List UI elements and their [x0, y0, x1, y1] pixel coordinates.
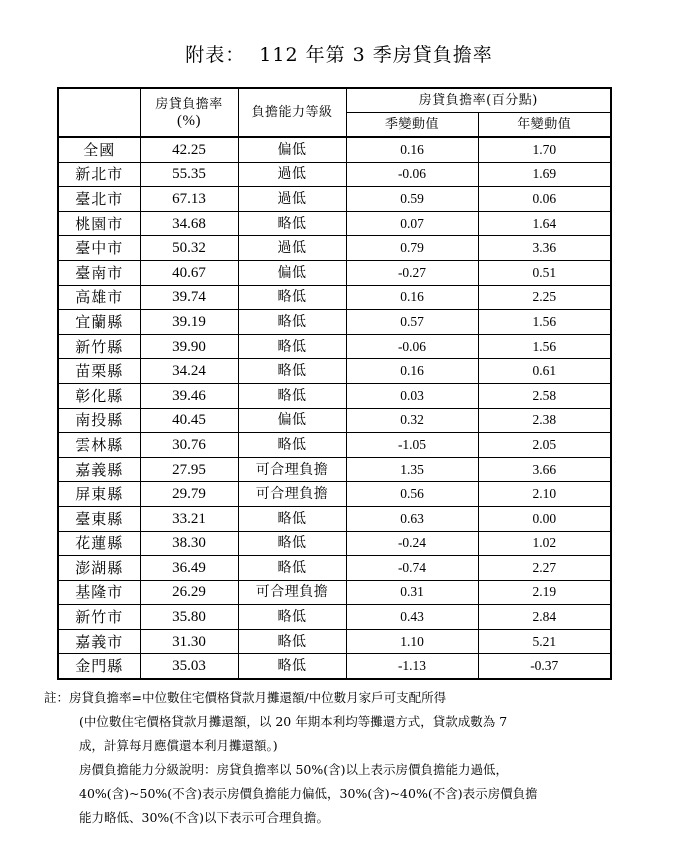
cell-qoq: 0.63	[346, 506, 478, 531]
table-row	[58, 556, 611, 581]
cell-region: 新竹市	[58, 605, 140, 630]
cell-qoq: 0.79	[346, 236, 478, 261]
table-row	[58, 629, 611, 654]
header-ratio-line2: (%)	[177, 112, 201, 129]
cell-qoq: 0.07	[346, 211, 478, 236]
cell-level: 略低	[238, 383, 346, 408]
cell-region: 苗栗縣	[58, 359, 140, 384]
cell-level: 偏低	[238, 260, 346, 285]
cell-region: 桃園市	[58, 211, 140, 236]
cell-ratio: 27.95	[140, 457, 238, 482]
table-row	[58, 236, 611, 261]
cell-level: 略低	[238, 531, 346, 556]
cell-ratio: 29.79	[140, 482, 238, 507]
cell-qoq: -1.05	[346, 433, 478, 458]
cell-region: 臺東縣	[58, 506, 140, 531]
note-line-3: 成，計算每月應償還本利月攤還額。)	[79, 738, 278, 753]
cell-yoy: 2.10	[478, 482, 611, 507]
cell-ratio: 40.67	[140, 260, 238, 285]
table-row	[58, 506, 611, 531]
cell-yoy: 1.02	[478, 531, 611, 556]
header-change-group: 房貸負擔率(百分點)	[346, 88, 611, 113]
cell-ratio: 39.19	[140, 310, 238, 335]
table-row	[58, 433, 611, 458]
cell-qoq: 0.43	[346, 605, 478, 630]
cell-yoy: 1.56	[478, 310, 611, 335]
cell-region: 基隆市	[58, 580, 140, 605]
cell-region: 嘉義市	[58, 629, 140, 654]
table-body	[58, 137, 611, 679]
cell-ratio: 55.35	[140, 162, 238, 187]
cell-qoq: 1.35	[346, 457, 478, 482]
header-ratio-line1: 房貸負擔率	[155, 96, 223, 112]
table-row	[58, 408, 611, 433]
cell-region: 南投縣	[58, 408, 140, 433]
cell-qoq: -0.74	[346, 556, 478, 581]
cell-yoy: 5.21	[478, 629, 611, 654]
cell-ratio: 35.80	[140, 605, 238, 630]
table-row	[58, 457, 611, 482]
cell-level: 過低	[238, 187, 346, 212]
cell-yoy: 2.25	[478, 285, 611, 310]
cell-ratio: 26.29	[140, 580, 238, 605]
cell-region: 臺中市	[58, 236, 140, 261]
cell-qoq: 0.32	[346, 408, 478, 433]
cell-ratio: 67.13	[140, 187, 238, 212]
header-yoy: 年變動值	[478, 113, 611, 138]
cell-ratio: 34.68	[140, 211, 238, 236]
cell-yoy: 2.58	[478, 383, 611, 408]
cell-yoy: -0.37	[478, 654, 611, 679]
cell-yoy: 1.70	[478, 137, 611, 162]
header-level: 負擔能力等級	[238, 88, 346, 137]
cell-yoy: 1.69	[478, 162, 611, 187]
cell-ratio: 40.45	[140, 408, 238, 433]
table-row	[58, 359, 611, 384]
cell-ratio: 39.46	[140, 383, 238, 408]
note-line-2: (中位數住宅價格貸款月攤還額，以 20 年期本利均等攤還方式，貸款成數為 7	[79, 714, 508, 729]
cell-level: 略低	[238, 285, 346, 310]
cell-qoq: -0.06	[346, 162, 478, 187]
cell-ratio: 33.21	[140, 506, 238, 531]
cell-region: 高雄市	[58, 285, 140, 310]
table-row	[58, 137, 611, 162]
cell-region: 臺北市	[58, 187, 140, 212]
cell-yoy: 0.00	[478, 506, 611, 531]
cell-level: 略低	[238, 310, 346, 335]
note-line-1: 註：房貸負擔率=中位數住宅價格貸款月攤還額/中位數月家戶可支配所得	[44, 690, 447, 705]
cell-level: 略低	[238, 605, 346, 630]
cell-qoq: 0.31	[346, 580, 478, 605]
cell-qoq: -0.27	[346, 260, 478, 285]
header-qoq: 季變動值	[346, 113, 478, 138]
cell-qoq: -1.13	[346, 654, 478, 679]
cell-ratio: 30.76	[140, 433, 238, 458]
footnotes	[44, 686, 644, 830]
cell-level: 略低	[238, 654, 346, 679]
cell-region: 花蓮縣	[58, 531, 140, 556]
table-row	[58, 654, 611, 679]
cell-ratio: 42.25	[140, 137, 238, 162]
cell-yoy: 2.19	[478, 580, 611, 605]
cell-region: 雲林縣	[58, 433, 140, 458]
cell-yoy: 0.06	[478, 187, 611, 212]
cell-level: 偏低	[238, 137, 346, 162]
cell-yoy: 2.27	[478, 556, 611, 581]
cell-level: 過低	[238, 236, 346, 261]
note-line-6: 能力略低、30%(不含)以下表示可合理負擔。	[79, 810, 330, 825]
cell-region: 金門縣	[58, 654, 140, 679]
cell-ratio: 35.03	[140, 654, 238, 679]
table-row	[58, 310, 611, 335]
cell-level: 可合理負擔	[238, 580, 346, 605]
cell-level: 可合理負擔	[238, 457, 346, 482]
cell-level: 略低	[238, 629, 346, 654]
cell-yoy: 1.64	[478, 211, 611, 236]
cell-yoy: 0.61	[478, 359, 611, 384]
cell-qoq: 0.16	[346, 285, 478, 310]
table-row	[58, 260, 611, 285]
cell-qoq: 1.10	[346, 629, 478, 654]
cell-ratio: 31.30	[140, 629, 238, 654]
cell-yoy: 1.56	[478, 334, 611, 359]
cell-qoq: 0.03	[346, 383, 478, 408]
table-row	[58, 531, 611, 556]
table-row	[58, 162, 611, 187]
cell-region: 嘉義縣	[58, 457, 140, 482]
table-row	[58, 605, 611, 630]
cell-region: 新竹縣	[58, 334, 140, 359]
cell-level: 略低	[238, 433, 346, 458]
cell-yoy: 2.38	[478, 408, 611, 433]
table-row	[58, 580, 611, 605]
cell-region: 屏東縣	[58, 482, 140, 507]
header-ratio	[140, 88, 238, 137]
table-row	[58, 334, 611, 359]
cell-yoy: 2.84	[478, 605, 611, 630]
cell-region: 臺南市	[58, 260, 140, 285]
cell-region: 全國	[58, 137, 140, 162]
cell-qoq: 0.16	[346, 359, 478, 384]
cell-level: 略低	[238, 556, 346, 581]
cell-region: 宜蘭縣	[58, 310, 140, 335]
cell-level: 略低	[238, 506, 346, 531]
table-row	[58, 383, 611, 408]
note-line-5: 40%(含)~50%(不含)表示房價負擔能力偏低，30%(含)~40%(不含)表示房價負擔	[79, 786, 538, 801]
page-title: 附表： 112 年第 3 季房貸負擔率	[185, 44, 493, 66]
cell-level: 可合理負擔	[238, 482, 346, 507]
table-row	[58, 482, 611, 507]
cell-qoq: -0.24	[346, 531, 478, 556]
cell-qoq: 0.16	[346, 137, 478, 162]
cell-level: 略低	[238, 334, 346, 359]
cell-ratio: 36.49	[140, 556, 238, 581]
cell-region: 彰化縣	[58, 383, 140, 408]
cell-region: 新北市	[58, 162, 140, 187]
cell-yoy: 0.51	[478, 260, 611, 285]
cell-ratio: 38.30	[140, 531, 238, 556]
cell-region: 澎湖縣	[58, 556, 140, 581]
table-row	[58, 187, 611, 212]
cell-qoq: -0.06	[346, 334, 478, 359]
cell-level: 略低	[238, 359, 346, 384]
cell-ratio: 39.74	[140, 285, 238, 310]
cell-yoy: 3.66	[478, 457, 611, 482]
cell-level: 偏低	[238, 408, 346, 433]
cell-yoy: 2.05	[478, 433, 611, 458]
cell-ratio: 34.24	[140, 359, 238, 384]
cell-yoy: 3.36	[478, 236, 611, 261]
header-region	[58, 88, 140, 137]
cell-qoq: 0.56	[346, 482, 478, 507]
cell-qoq: 0.59	[346, 187, 478, 212]
cell-level: 過低	[238, 162, 346, 187]
table-row	[58, 285, 611, 310]
cell-ratio: 50.32	[140, 236, 238, 261]
cell-qoq: 0.57	[346, 310, 478, 335]
table-row	[58, 211, 611, 236]
cell-ratio: 39.90	[140, 334, 238, 359]
note-line-4: 房價負擔能力分級說明：房貸負擔率以 50%(含)以上表示房價負擔能力過低，	[79, 762, 509, 777]
cell-level: 略低	[238, 211, 346, 236]
housing-burden-table	[57, 87, 612, 680]
